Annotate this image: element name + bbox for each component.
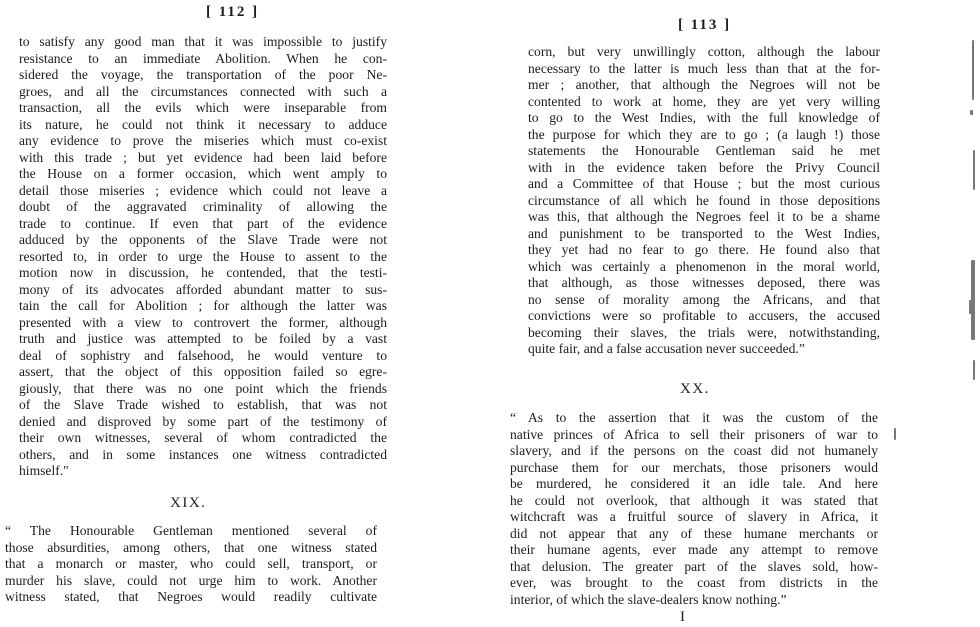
text-line: to satisfy any good man that it was impossible to justify (19, 34, 387, 49)
text-line: murder his slave, could not urge him to work. Another (5, 572, 377, 588)
text-line: he could not overlook, that although it was stated that (510, 492, 878, 508)
text-line: those absurdities, among others, that one witness stated (5, 539, 377, 555)
section-heading-xx: XX. (680, 381, 710, 397)
text-line: mony of its advocates afforded abundant matter to sus- (19, 281, 387, 297)
text-line: tain the call for Abolition ; for although the latter was (19, 298, 387, 313)
left-paragraph-2 (5, 523, 377, 606)
text-line: and a Committee of that House ; but the most curious (528, 176, 880, 191)
text-line: the House on a former occasion, which went amply to (19, 166, 387, 181)
text-line: denied and disproved by some part of the testimony of (19, 413, 387, 429)
text-line: contented to work at home, they are yet very willing (528, 93, 880, 109)
text-line: himself." (19, 463, 69, 478)
left-paragraph-1 (19, 34, 387, 480)
text-line: did not appear that any of these humane merchants or (510, 525, 878, 541)
text-line: its nature, he could not think it necessary to adduce (19, 116, 387, 132)
text-line: that delusion. The greater part of the slaves sold, how- (510, 558, 878, 574)
text-line: no sense of morality among the Africans, and that (528, 291, 880, 307)
text-line: resistance to an immediate Abolition. When he con- (19, 50, 387, 66)
text-line: that although, as those witnesses deposed, there was (528, 275, 880, 290)
text-line: purchase them for our merchats, those prisoners would (510, 459, 878, 475)
text-line: giously, that there was no one point which the friends (19, 380, 387, 396)
text-line: that a monarch or master, who could sell, transport, or (5, 556, 377, 571)
text-line: witness stated, that Negroes would readily cultivate (5, 589, 377, 604)
text-line: which was certainly a phenomenon in the moral world, (528, 258, 880, 274)
text-line: quite fair, and a false accusation never succeeded.” (528, 341, 805, 356)
speck-mark (969, 300, 975, 314)
speck-mark (973, 360, 975, 380)
right-paragraph-2 (510, 410, 878, 608)
page-number-right: [ 113 ] (678, 17, 732, 33)
text-line: slavery, and if the persons on the coast did not humanely (510, 443, 878, 458)
speck-mark (973, 150, 975, 190)
text-line: detail those miseries ; evidence which could not leave a (19, 182, 387, 198)
section-heading-xix: XIX. (170, 495, 207, 511)
text-line: the purpose for which they are to go ; (a laugh !) those (528, 126, 880, 142)
text-line: resorted to, in order to urge the House to assent to the (19, 248, 387, 264)
text-line: trade to continue. If even that part of the evidence (19, 215, 387, 231)
text-line: corn, but very unwillingly cotton, although the labour (528, 44, 880, 59)
text-line: truth and justice was attempted to be foiled by a vast (19, 331, 387, 346)
text-line: they yet had no fear to go there. He found also that (528, 242, 880, 257)
right-paragraph-1 (528, 44, 880, 358)
text-line: mer ; another, that although the Negroes will not be (528, 77, 880, 92)
text-line: with this trade ; but yet evidence had been laid before (19, 149, 387, 165)
text-line: be murdered, he considered it an idle tale. And here (510, 476, 878, 491)
text-line: statements the Honourable Gentleman said he met (528, 143, 880, 158)
page-edge-specks (968, 0, 980, 627)
text-line: to go to the West Indies, with the full knowledge of (528, 110, 880, 125)
signature-mark: I (680, 609, 685, 625)
text-line: with in the evidence taken before the Privy Council (528, 159, 880, 175)
text-line: motion now in discussion, he contended, that the testi- (19, 265, 387, 280)
text-line: “ As to the assertion that it was the custom of the (510, 410, 878, 425)
text-line: becoming their slaves, the trials were, notwithstanding, (528, 324, 880, 340)
text-line: “ The Honourable Gentleman mentioned several of (5, 523, 377, 538)
text-line: sidered the voyage, the transportation of the poor Ne- (19, 67, 387, 82)
text-line: adduced by the opponents of the Slave Trade were not (19, 232, 387, 247)
speck-mark (972, 40, 974, 100)
text-line: their own witnesses, several of whom contradicted the (19, 430, 387, 445)
text-line: convictions were so profitable to accusers, the accused (528, 308, 880, 323)
text-line: interior, of which the slave-dealers know nothing.” (510, 591, 787, 607)
text-line: groes, and all the circumstances connected with such a (19, 83, 387, 99)
text-line: ever, was brought to the coast from districts in the (510, 575, 878, 590)
text-line: witchcraft was a fruitful source of slavery in Africa, it (510, 509, 878, 524)
text-line: circumstance of all which he found in those depositions (528, 192, 880, 208)
text-line: deal of sophistry and falsehood, he would venture to (19, 347, 387, 363)
page-number-left: [ 112 ] (206, 4, 260, 20)
text-line: native princes of Africa to sell their prisoners of war to (510, 426, 878, 442)
text-line: doubt of the aggravated criminality of allowing the (19, 199, 387, 214)
text-line: assert, that the object of this opposition failed so egre- (19, 364, 387, 379)
text-line: necessary to the latter is much less than that at the for- (528, 60, 880, 76)
speck-mark (970, 110, 973, 115)
text-line: of the Slave Trade wished to establish, that was not (19, 397, 387, 412)
text-line: and punishment to be transported to the West Indies, (528, 225, 880, 241)
text-line: was this, that although the Negroes feel it to be a shame (528, 209, 880, 224)
text-line: transaction, all the evils which were inseparable from (19, 100, 387, 115)
text-line: others, and in some instances one witness contradicted (19, 446, 387, 462)
ink-speck (894, 428, 896, 440)
text-line: their humane agents, ever made any attempt to remove (510, 542, 878, 557)
text-line: any evidence to prove the miseries which must co-exist (19, 133, 387, 148)
text-line: presented with a view to controvert the former, although (19, 314, 387, 330)
